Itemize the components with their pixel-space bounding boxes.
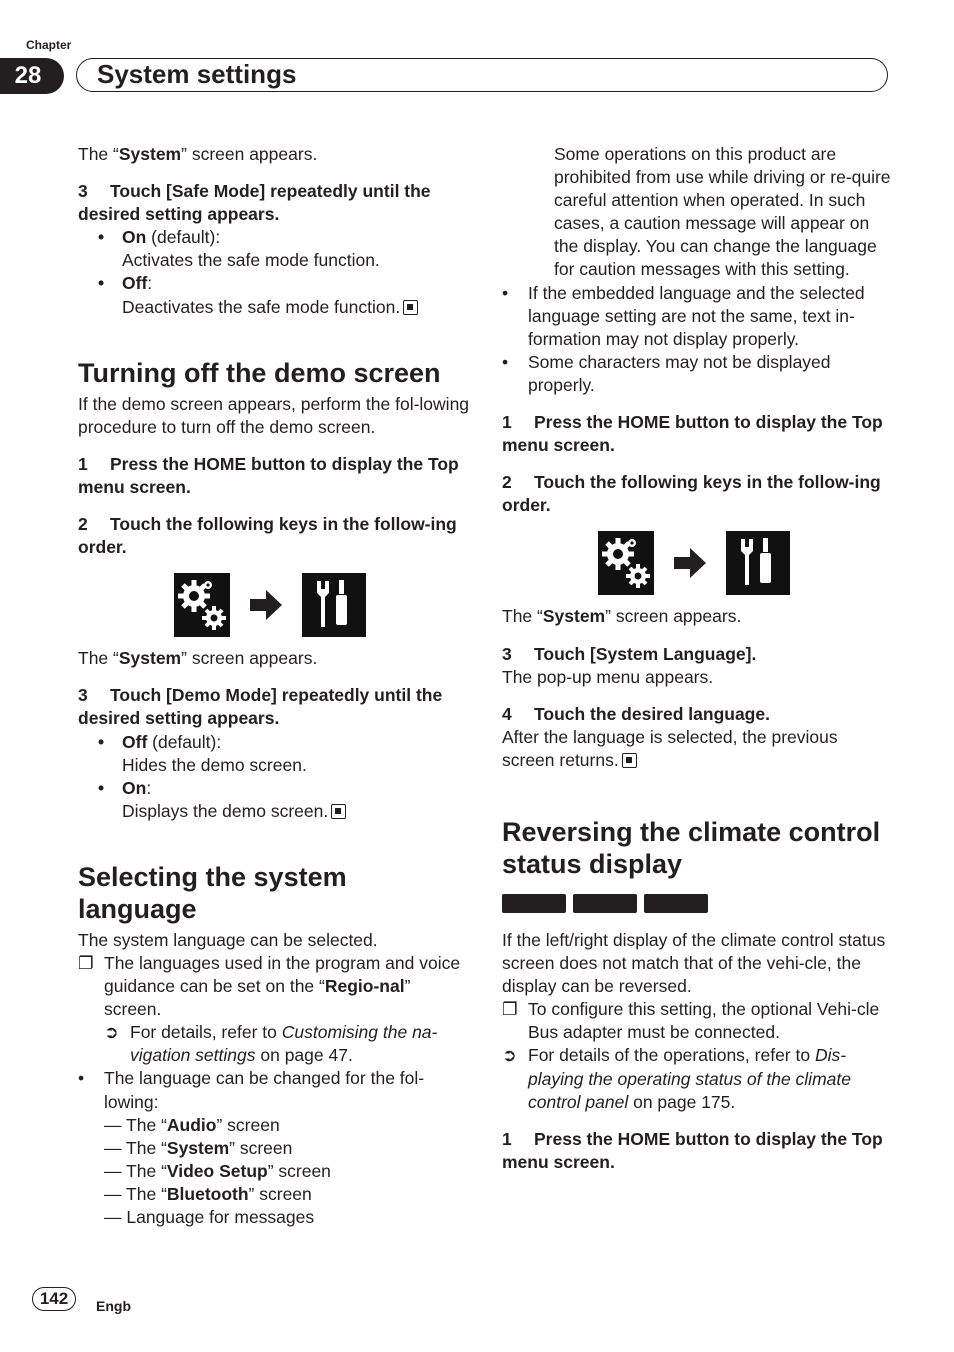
lang-note: ❐ The languages used in the program and voice guidance can be set on the “Regio-nal” screen. [78, 952, 461, 1020]
lang-list-item: — The “Video Setup” screen [104, 1160, 331, 1181]
lang-list-item: — The “Audio” screen [104, 1114, 280, 1135]
option-safe-off-desc: Deactivates the safe mode function. [78, 296, 470, 319]
step-safe-mode: 3 Touch [Safe Mode] repeatedly until the desired setting appears. [78, 181, 431, 225]
option-demo-on: • On: [98, 777, 152, 798]
end-mark-icon [403, 300, 418, 315]
climate-step-1: 1 Press the HOME button to display the Top menu screen. [502, 1128, 883, 1172]
key-sequence [598, 531, 894, 595]
lang-bullet: • The language can be changed for the fol-lowing: [78, 1068, 425, 1112]
tools-icon [302, 573, 366, 637]
lang-step-3-desc: The pop-up menu appears. [502, 666, 714, 687]
tools-icon [726, 531, 790, 595]
system-appears-text: The “System” screen appears. [502, 606, 742, 627]
lang-reference: ➲ For details, refer to Customising the na-vigation settings on page 47. [104, 1022, 438, 1066]
demo-step-2: 2 Touch the following keys in the follow-ing order. [78, 514, 457, 558]
system-appears-text-2: The “System” screen appears. [78, 648, 318, 669]
demo-intro: If the demo screen appears, perform the fol-lowing procedure to turn off the demo screen. [78, 393, 470, 437]
option-safe-on: • On (default): [98, 227, 221, 248]
chapter-number: 28 [0, 58, 64, 94]
settings-gears-icon [598, 531, 654, 595]
bullet-characters: • Some characters may not be displayed properly. [502, 351, 831, 395]
end-mark-icon [331, 804, 346, 819]
note-box-icon: ❐ [502, 999, 518, 1020]
model-badge [573, 894, 637, 913]
reference-arrow-icon: ➲ [502, 1045, 517, 1066]
page-number: 142 [32, 1287, 76, 1311]
option-safe-off: • Off: [98, 273, 153, 294]
heading-climate-display: Reversing the climate control status display [502, 816, 881, 879]
model-badge [502, 894, 566, 913]
key-sequence [174, 573, 470, 637]
settings-gears-icon [174, 573, 230, 637]
reference-arrow-icon: ➲ [104, 1022, 119, 1043]
climate-intro: If the left/right display of the climate control status screen does not match that of the vehi-cle, the display can be reversed. [502, 929, 886, 997]
lang-step-1: 1 Press the HOME button to display the Top menu screen. [502, 412, 883, 456]
model-badge [644, 894, 708, 913]
heading-system-language: Selecting the system language [78, 861, 347, 924]
heading-demo-screen: Turning off the demo screen [78, 357, 441, 388]
option-demo-off-desc: Hides the demo screen. [122, 754, 307, 775]
lang-intro: The system language can be selected. [78, 929, 378, 950]
lang-list-item: — The “System” screen [104, 1137, 293, 1158]
right-column [502, 143, 894, 1174]
system-appears-text: The “System” screen appears. [78, 144, 318, 164]
demo-step-1: 1 Press the HOME button to display the Top menu screen. [78, 453, 459, 497]
lang-step-2: 2 Touch the following keys in the follow-ing order. [502, 472, 881, 516]
note-box-icon: ❐ [78, 952, 94, 973]
option-safe-on-desc: Activates the safe mode function. [122, 250, 380, 271]
footer-language-code: Engb [96, 1298, 131, 1314]
option-demo-off: • Off (default): [98, 731, 222, 752]
lang-list-item: — Language for messages [104, 1207, 315, 1227]
model-badges [502, 894, 894, 913]
climate-note: ❐ To configure this setting, the optional Vehi-cle Bus adapter must be connected. [502, 999, 880, 1043]
lang-list-item: — The “Bluetooth” screen [104, 1183, 312, 1204]
lang-step-4-desc: After the language is selected, the previous screen returns. [502, 726, 838, 770]
arrow-right-icon [672, 545, 708, 581]
climate-reference: ➲ For details of the operations, refer to Dis-playing the operating status of the climate control panel on page 175. [502, 1045, 851, 1112]
caution-text: Some operations on this product are prohibited from use while driving or re-quire careful attention when operated. In such cases, a caution message will appear on the display. You can change the language for caution messages with this setting. [554, 144, 891, 280]
arrow-right-icon [248, 587, 284, 623]
option-demo-on-desc: Displays the demo screen. [78, 800, 470, 823]
demo-step-3: 3 Touch [Demo Mode] repeatedly until the desired setting appears. [78, 685, 443, 729]
end-mark-icon [622, 753, 637, 768]
chapter-label: Chapter [26, 38, 72, 52]
bullet-embedded-language: • If the embedded language and the selected language setting are not the same, text in-formation may not display properly. [502, 282, 865, 349]
lang-step-3: 3 Touch [System Language]. [502, 643, 757, 664]
lang-step-4: 4 Touch the desired language. [502, 703, 770, 724]
left-column [78, 143, 470, 1229]
chapter-title: System settings [76, 58, 888, 92]
